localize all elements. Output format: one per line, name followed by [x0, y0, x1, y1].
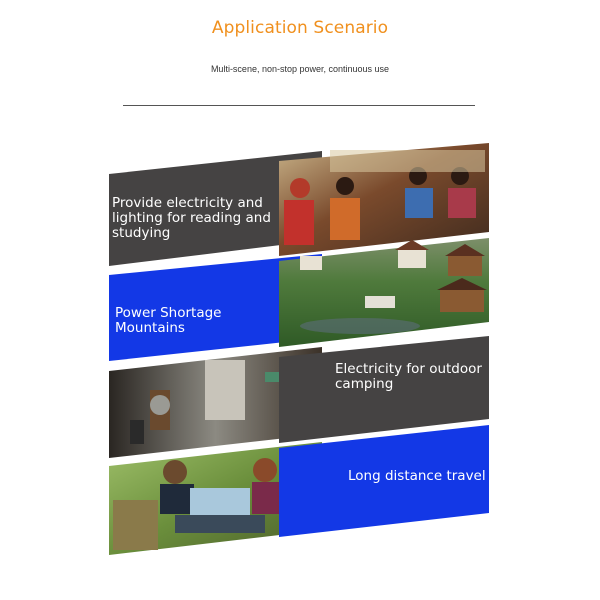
scenario-text-travel: [348, 468, 486, 484]
scenario-line: Mountains: [115, 320, 185, 336]
scenario-line: Electricity for outdoor: [335, 361, 482, 377]
scenario-line: Provide electricity and: [112, 195, 263, 211]
scenario-line: studying: [112, 225, 171, 241]
page-subtitle: Multi-scene, non-stop power, continuous use: [210, 64, 390, 74]
scenario-line: camping: [335, 376, 394, 392]
page-title: Application Scenario: [211, 18, 389, 38]
mountain-village-houses-photo: [279, 238, 489, 347]
scenario-line: Power Shortage: [115, 305, 222, 321]
scenario-line: lighting for reading and: [112, 210, 271, 226]
children-studying-classroom-photo: [279, 143, 489, 256]
scenario-line: Long distance travel: [348, 468, 486, 484]
